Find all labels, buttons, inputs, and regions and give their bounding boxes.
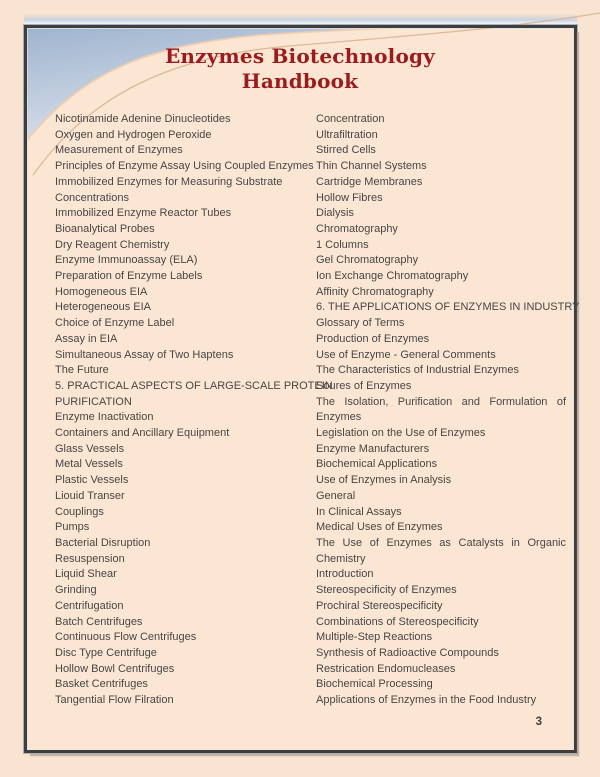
toc-entry: Prochiral Stereospecificity <box>316 599 443 612</box>
toc-entry: Biochemical Processing <box>316 678 433 691</box>
toc-entry: The Characteristics of Industrial Enzymes <box>316 364 519 377</box>
toc-entry: Assay in EIA <box>55 332 118 345</box>
toc-entry: Pumps <box>55 521 90 534</box>
toc-entry: 5. PRACTICAL ASPECTS OF LARGE-SCALE PROTEIN <box>55 379 333 392</box>
toc-entry: Cartridge Membranes <box>316 175 423 188</box>
toc-entry: Simultaneous Assay of Two Haptens <box>55 348 234 361</box>
toc-entry: Homogeneous EIA <box>55 285 148 298</box>
toc-entry: Chromatography <box>316 222 398 235</box>
toc-entry: 6. THE APPLICATIONS OF ENZYMES IN INDUSTRY <box>316 301 580 314</box>
toc-entry: Dry Reagent Chemistry <box>55 238 170 251</box>
toc-entry: Bacterial Disruption <box>55 536 151 549</box>
toc-entry: Glossary of Terms <box>316 317 405 330</box>
toc-entry: Stirred Cells <box>316 144 376 157</box>
toc-entry: Legislation on the Use of Enzymes <box>316 427 486 440</box>
page-number: 3 <box>535 716 542 728</box>
toc-entry: Plastic Vessels <box>55 474 129 487</box>
toc-entry: Affinity Chromatography <box>316 285 434 298</box>
toc-entry: Thin Channel Systems <box>316 160 427 173</box>
toc-entry: Ion Exchange Chromatography <box>316 270 469 283</box>
toc-entry: Enzyme Manufacturers <box>316 442 430 455</box>
toc-entry: Centrifugation <box>55 599 124 612</box>
toc-entry: Restrication Endomucleases <box>316 662 456 675</box>
toc-entry: Disc Type Centrifuge <box>55 646 157 659</box>
frame-top-highlight <box>24 14 577 25</box>
toc-entry: Production of Enzymes <box>316 332 430 345</box>
toc-entry: Couplings <box>55 505 104 518</box>
toc-entry: Applications of Enzymes in the Food Industry <box>316 694 537 707</box>
toc-entry: Principles of Enzyme Assay Using Coupled Enzymes <box>55 160 314 173</box>
toc-entry: In Clinical Assays <box>316 505 402 518</box>
toc-entry: Continuous Flow Centrifuges <box>55 631 197 644</box>
toc-entry: Containers and Ancillary Equipment <box>55 427 230 440</box>
toc-entry: Synthesis of Radioactive Compounds <box>316 646 499 659</box>
toc-entry: Choice of Enzyme Label <box>55 317 175 330</box>
toc-entry: 1 Columns <box>316 238 369 251</box>
toc-entry: Concentration <box>316 113 385 125</box>
toc-entry: Batch Centrifuges <box>55 615 143 628</box>
toc-entry: Enzyme Inactivation <box>55 411 154 424</box>
toc-entry: Metal Vessels <box>55 458 123 471</box>
toc-entry: Chemistry <box>316 552 366 565</box>
toc-entry: Basket Centrifuges <box>55 678 148 691</box>
toc-entry: Immobilized Enzymes for Measuring Substrate <box>55 175 283 188</box>
toc-entry: Dialysis <box>316 207 354 220</box>
toc-entry: Tangential Flow Filration <box>55 694 174 707</box>
toc-entry: PURIFICATION <box>55 395 132 408</box>
toc-entry: Liouid Transer <box>55 489 125 502</box>
toc-entry: Ultrafiltration <box>316 128 378 141</box>
toc-entry: General <box>316 489 356 502</box>
toc-entry: Use of Enzyme - General Comments <box>316 348 496 361</box>
toc-entry: The Isolation, Purification and Formulation of <box>316 395 566 408</box>
toc-entry: Glass Vessels <box>55 442 125 455</box>
toc-entry: Grinding <box>55 584 97 597</box>
title-line-2: Handbook <box>241 69 359 93</box>
toc-entry: Resuspension <box>55 552 125 565</box>
toc-right-column <box>316 112 580 709</box>
toc-entry: Bioanalytical Probes <box>55 222 155 235</box>
toc-entry: Hollow Fibres <box>316 191 383 204</box>
toc-entry: Introduction <box>316 568 374 581</box>
toc-entry: Medical Uses of Enzymes <box>316 521 443 534</box>
toc-entry: Oxygen and Hydrogen Peroxide <box>55 128 212 141</box>
toc-entry: Use of Enzymes in Analysis <box>316 474 452 487</box>
title-line-1: Enzymes Biotechnology <box>164 44 436 68</box>
toc-entry: Enzyme Immunoassay (ELA) <box>55 254 198 267</box>
toc-entry: Concentrations <box>55 191 129 204</box>
toc-entry: Heterogeneous EIA <box>55 301 152 314</box>
toc-entry: Hollow Bowl Centrifuges <box>55 662 175 675</box>
toc-entry: Liquid Shear <box>55 568 117 581</box>
toc-entry: Combinations of Stereospecificity <box>316 615 479 628</box>
toc-entry: The Future <box>55 364 109 377</box>
toc-entry: Immobilized Enzyme Reactor Tubes <box>55 207 232 220</box>
toc-entry: Preparation of Enzyme Labels <box>55 270 203 283</box>
toc-entry: Soures of Enzymes <box>316 379 412 392</box>
toc-entry: Stereospecificity of Enzymes <box>316 584 457 597</box>
toc-left-column <box>55 112 333 709</box>
toc-entry: The Use of Enzymes as Catalysts in Organic <box>316 536 566 549</box>
page-title <box>27 44 573 94</box>
toc-entry: Multiple-Step Reactions <box>316 631 433 644</box>
toc-entry: Biochemical Applications <box>316 458 438 471</box>
toc-entry: Nicotinamide Adenine Dinucleotides <box>55 113 231 125</box>
toc-entry: Gel Chromatography <box>316 254 419 267</box>
toc-entry: Enzymes <box>316 411 362 424</box>
toc-entry: Measurement of Enzymes <box>55 144 183 157</box>
